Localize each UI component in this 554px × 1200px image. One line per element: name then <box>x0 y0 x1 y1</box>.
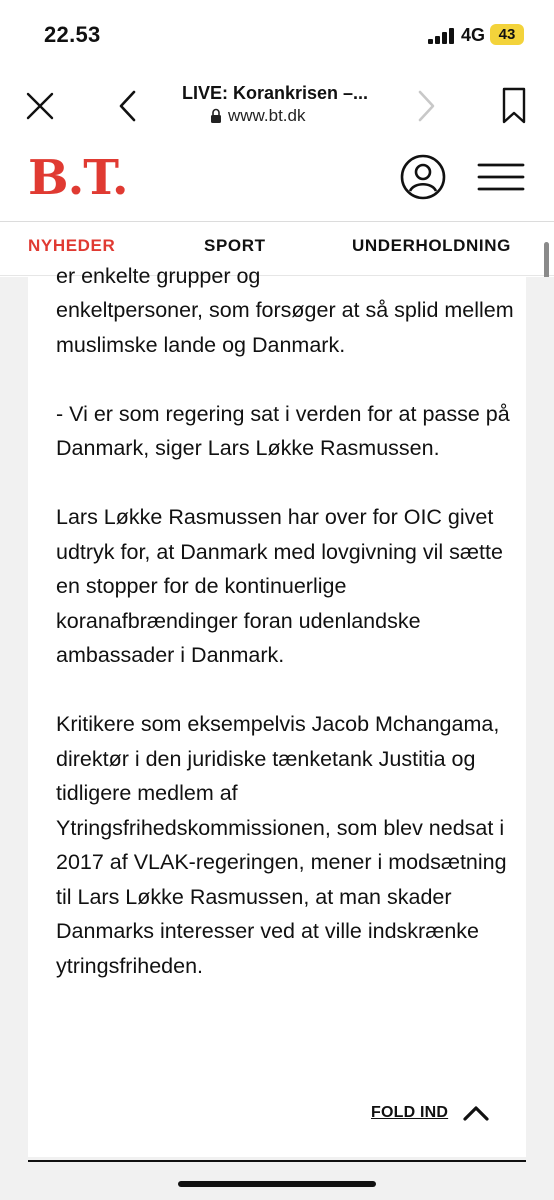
home-indicator[interactable] <box>178 1181 376 1187</box>
signal-icon <box>428 28 454 44</box>
nav-item-sport[interactable]: SPORT <box>204 236 266 255</box>
nav-item-underholdning[interactable]: UNDERHOLDNING <box>352 236 511 255</box>
status-time: 22.53 <box>44 22 101 47</box>
status-bar <box>0 0 554 70</box>
article-paragraph: Lars Løkke Rasmussen har over for OIC givet udtryk for, at Danmark med lovgivning vil sætte en stopper for de kontinuerlige koranafbrændinger foran udenlandske ambassader i Danmark. <box>56 505 503 667</box>
article-paragraph: enkeltpersoner, som forsøger at så splid mellem muslimske lande og Danmark. <box>56 298 514 357</box>
user-icon[interactable] <box>400 154 446 200</box>
article-paragraph: - Vi er som regering sat i verden for at passe på Danmark, siger Lars Løkke Rasmussen. <box>56 401 510 460</box>
site-header <box>0 138 554 222</box>
article-body <box>56 293 516 1018</box>
fold-in-label: FOLD IND <box>371 1104 449 1121</box>
page-title[interactable]: LIVE: Korankrisen –... <box>182 83 369 103</box>
article-paragraph: Kritikere som eksempelvis Jacob Mchangama, direktør i den juridiske tænketank Justitia og tidligere medlem af Ytringsfrihedskommissionen, som blev nedsat i 2017 af VLAK-regeringen, mener i modsætning til Lars Løkke Rasmussen, at man skader Danmarks interesser ved at ville indskrænke ytringsfriheden. <box>56 712 507 978</box>
page-url[interactable]: www.bt.dk <box>228 106 306 125</box>
article-card <box>28 264 526 1157</box>
site-logo[interactable]: B.T. <box>28 150 128 206</box>
fold-in-button[interactable] <box>371 1099 511 1127</box>
bookmark-icon[interactable] <box>500 86 528 126</box>
bottom-divider <box>28 1160 526 1162</box>
network-label: 4G <box>461 25 486 45</box>
browser-toolbar <box>0 70 554 138</box>
lock-icon <box>210 108 222 124</box>
forward-icon[interactable] <box>412 88 440 124</box>
nav-item-nyheder[interactable]: NYHEDER <box>28 236 116 255</box>
close-icon[interactable] <box>24 90 56 122</box>
battery-icon: 43 <box>490 24 524 45</box>
article-partial-line: er enkelte grupper og <box>56 264 261 288</box>
menu-icon[interactable] <box>478 162 524 192</box>
chevron-up-icon <box>462 1104 490 1122</box>
back-icon[interactable] <box>114 88 142 124</box>
